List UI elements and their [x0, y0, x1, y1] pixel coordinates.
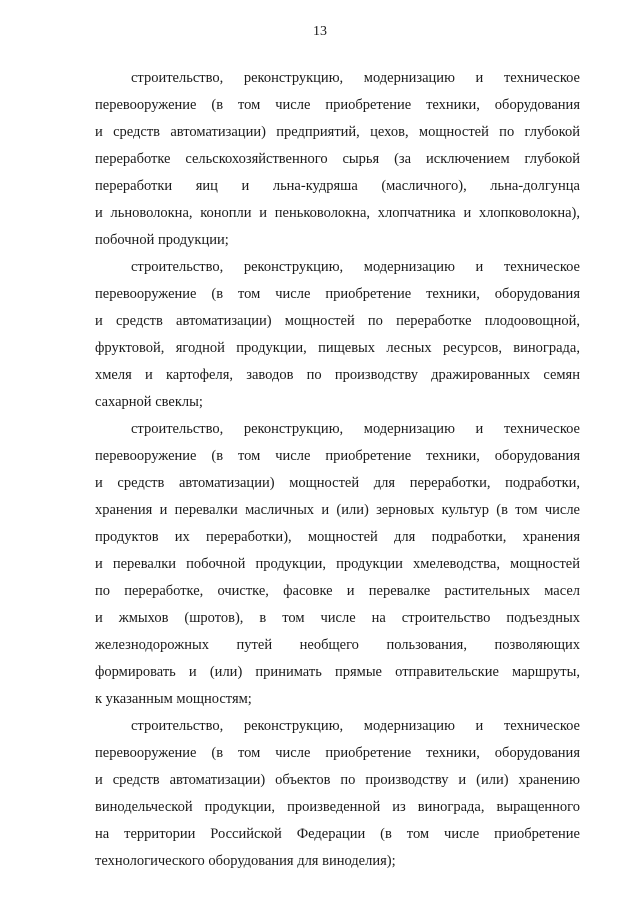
- text-line: по переработке, очистке, фасовке и перевалке растительных масел: [95, 583, 580, 599]
- text-line: и средств автоматизации) предприятий, цехов, мощностей по глубокой: [95, 124, 580, 140]
- paragraph: [95, 65, 580, 254]
- text-line: и перевалки побочной продукции, продукции хмелеводства, мощностей: [95, 556, 580, 572]
- paragraph: [95, 254, 580, 416]
- text-line: железнодорожных путей необщего пользования, позволяющих: [95, 637, 580, 653]
- document-body: [95, 65, 580, 875]
- text-line: и средств автоматизации) объектов по производству и (или) хранению: [95, 772, 580, 788]
- text-line: строительство, реконструкцию, модернизацию и техническое: [131, 70, 580, 86]
- paragraph: [95, 416, 580, 713]
- text-line: фруктовой, ягодной продукции, пищевых лесных ресурсов, винограда,: [95, 340, 580, 356]
- text-line: перевооружение (в том числе приобретение техники, оборудования: [95, 448, 580, 464]
- paragraph: [95, 713, 580, 875]
- text-line: и жмыхов (шротов), в том числе на строительство подъездных: [95, 610, 580, 626]
- text-line: к указанным мощностям;: [95, 691, 252, 707]
- text-line: хранения и перевалки масличных и (или) зерновых культур (в том числе: [95, 502, 580, 518]
- text-line: и льноволокна, конопли и пеньковолокна, хлопчатника и хлопковолокна),: [95, 205, 580, 221]
- text-line: продуктов их переработки), мощностей для подработки, хранения: [95, 529, 580, 545]
- text-line: перевооружение (в том числе приобретение техники, оборудования: [95, 286, 580, 302]
- page-number: 13: [313, 24, 327, 39]
- text-line: и средств автоматизации) мощностей для переработки, подработки,: [95, 475, 580, 491]
- text-line: переработки яиц и льна-кудряша (масличного), льна-долгунца: [95, 178, 580, 194]
- text-line: строительство, реконструкцию, модернизацию и техническое: [131, 421, 580, 437]
- text-line: побочной продукции;: [95, 232, 229, 248]
- text-line: сахарной свеклы;: [95, 394, 203, 410]
- text-line: перевооружение (в том числе приобретение техники, оборудования: [95, 745, 580, 761]
- text-line: и средств автоматизации) мощностей по переработке плодоовощной,: [95, 313, 580, 329]
- text-line: переработке сельскохозяйственного сырья (за исключением глубокой: [95, 151, 580, 167]
- text-line: винодельческой продукции, произведенной из винограда, выращенного: [95, 799, 580, 815]
- text-line: формировать и (или) принимать прямые отправительские маршруты,: [95, 664, 580, 680]
- text-line: строительство, реконструкцию, модернизацию и техническое: [131, 718, 580, 734]
- text-line: строительство, реконструкцию, модернизацию и техническое: [131, 259, 580, 275]
- text-line: перевооружение (в том числе приобретение техники, оборудования: [95, 97, 580, 113]
- text-line: хмеля и картофеля, заводов по производству дражированных семян: [95, 367, 580, 383]
- text-line: технологического оборудования для виноделия);: [95, 853, 396, 869]
- text-line: на территории Российской Федерации (в том числе приобретение: [95, 826, 580, 842]
